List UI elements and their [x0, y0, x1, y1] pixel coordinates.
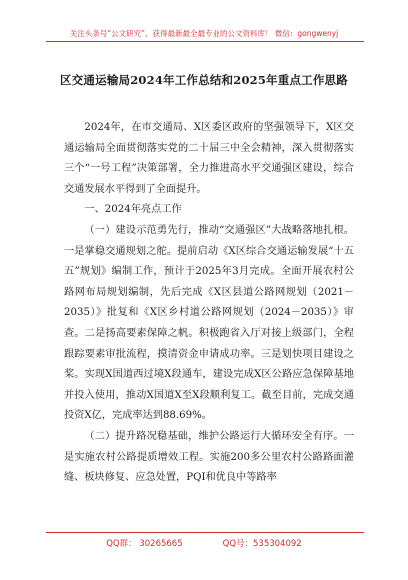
document-title: 区交通运输局2024年工作总结和2025年重点工作思路 [60, 73, 348, 87]
paragraph-section-1: （一）建设示范勇先行，推动“交通强区”大战略落地扎根。一是掌稳交通规划之舵。提前启动《X区综合交通运输发展“十五五”规划》编制工作，预计于2025年3月完成。全面开展农村公路网布局规划编制，先后完成《X区县道公路网规划（2021－2035）》批复和《X区乡村道公路网规划（2024－2035）》审查。二是扬高要素保障之帆。积极跑省入厅对接上级部门，全程跟踪要素审批流程，摸清资金申请成功率。三是划快项目建设之桨。实现X国道西过境X段通车，建设完成X区公路应急保障基地并投入使用，推动X国道X至X段顺利复工。截至目前，完成交通投资X亿，完成率达到88.69%。 [64, 224, 354, 422]
footer-qq-group: QQ群： 30265665 [106, 539, 183, 549]
paragraph-intro: 2024年，在市交通局、X区委区政府的坚强领导下，X区交通运输局全面贯彻落实党的二十届三中全会精神，深入贯彻落实三个“一号工程”决策部署，全力推进高水平交通强区建设，综合交通发展水平得到了全面提升。 [64, 122, 354, 195]
header-divider [46, 41, 364, 42]
header-banner: 关注头条号“公文研究”，获得最新最全最专业的公文资料库！ 微信：gongwenyj [69, 29, 339, 38]
footer-qq-number: QQ号：535304092 [222, 539, 302, 549]
paragraph-section-2: （二）提升路况稳基础，维护公路运行大循环安全有序。一是实施农村公路提质增效工程。实施200多公里农村公路路面灌缝、板块修复、应急处置，PQI和优良中等路率 [64, 430, 354, 484]
section-heading: 一、2024年亮点工作 [84, 204, 182, 216]
document-body [64, 118, 354, 489]
footer-divider [46, 532, 364, 533]
footer [0, 537, 408, 549]
